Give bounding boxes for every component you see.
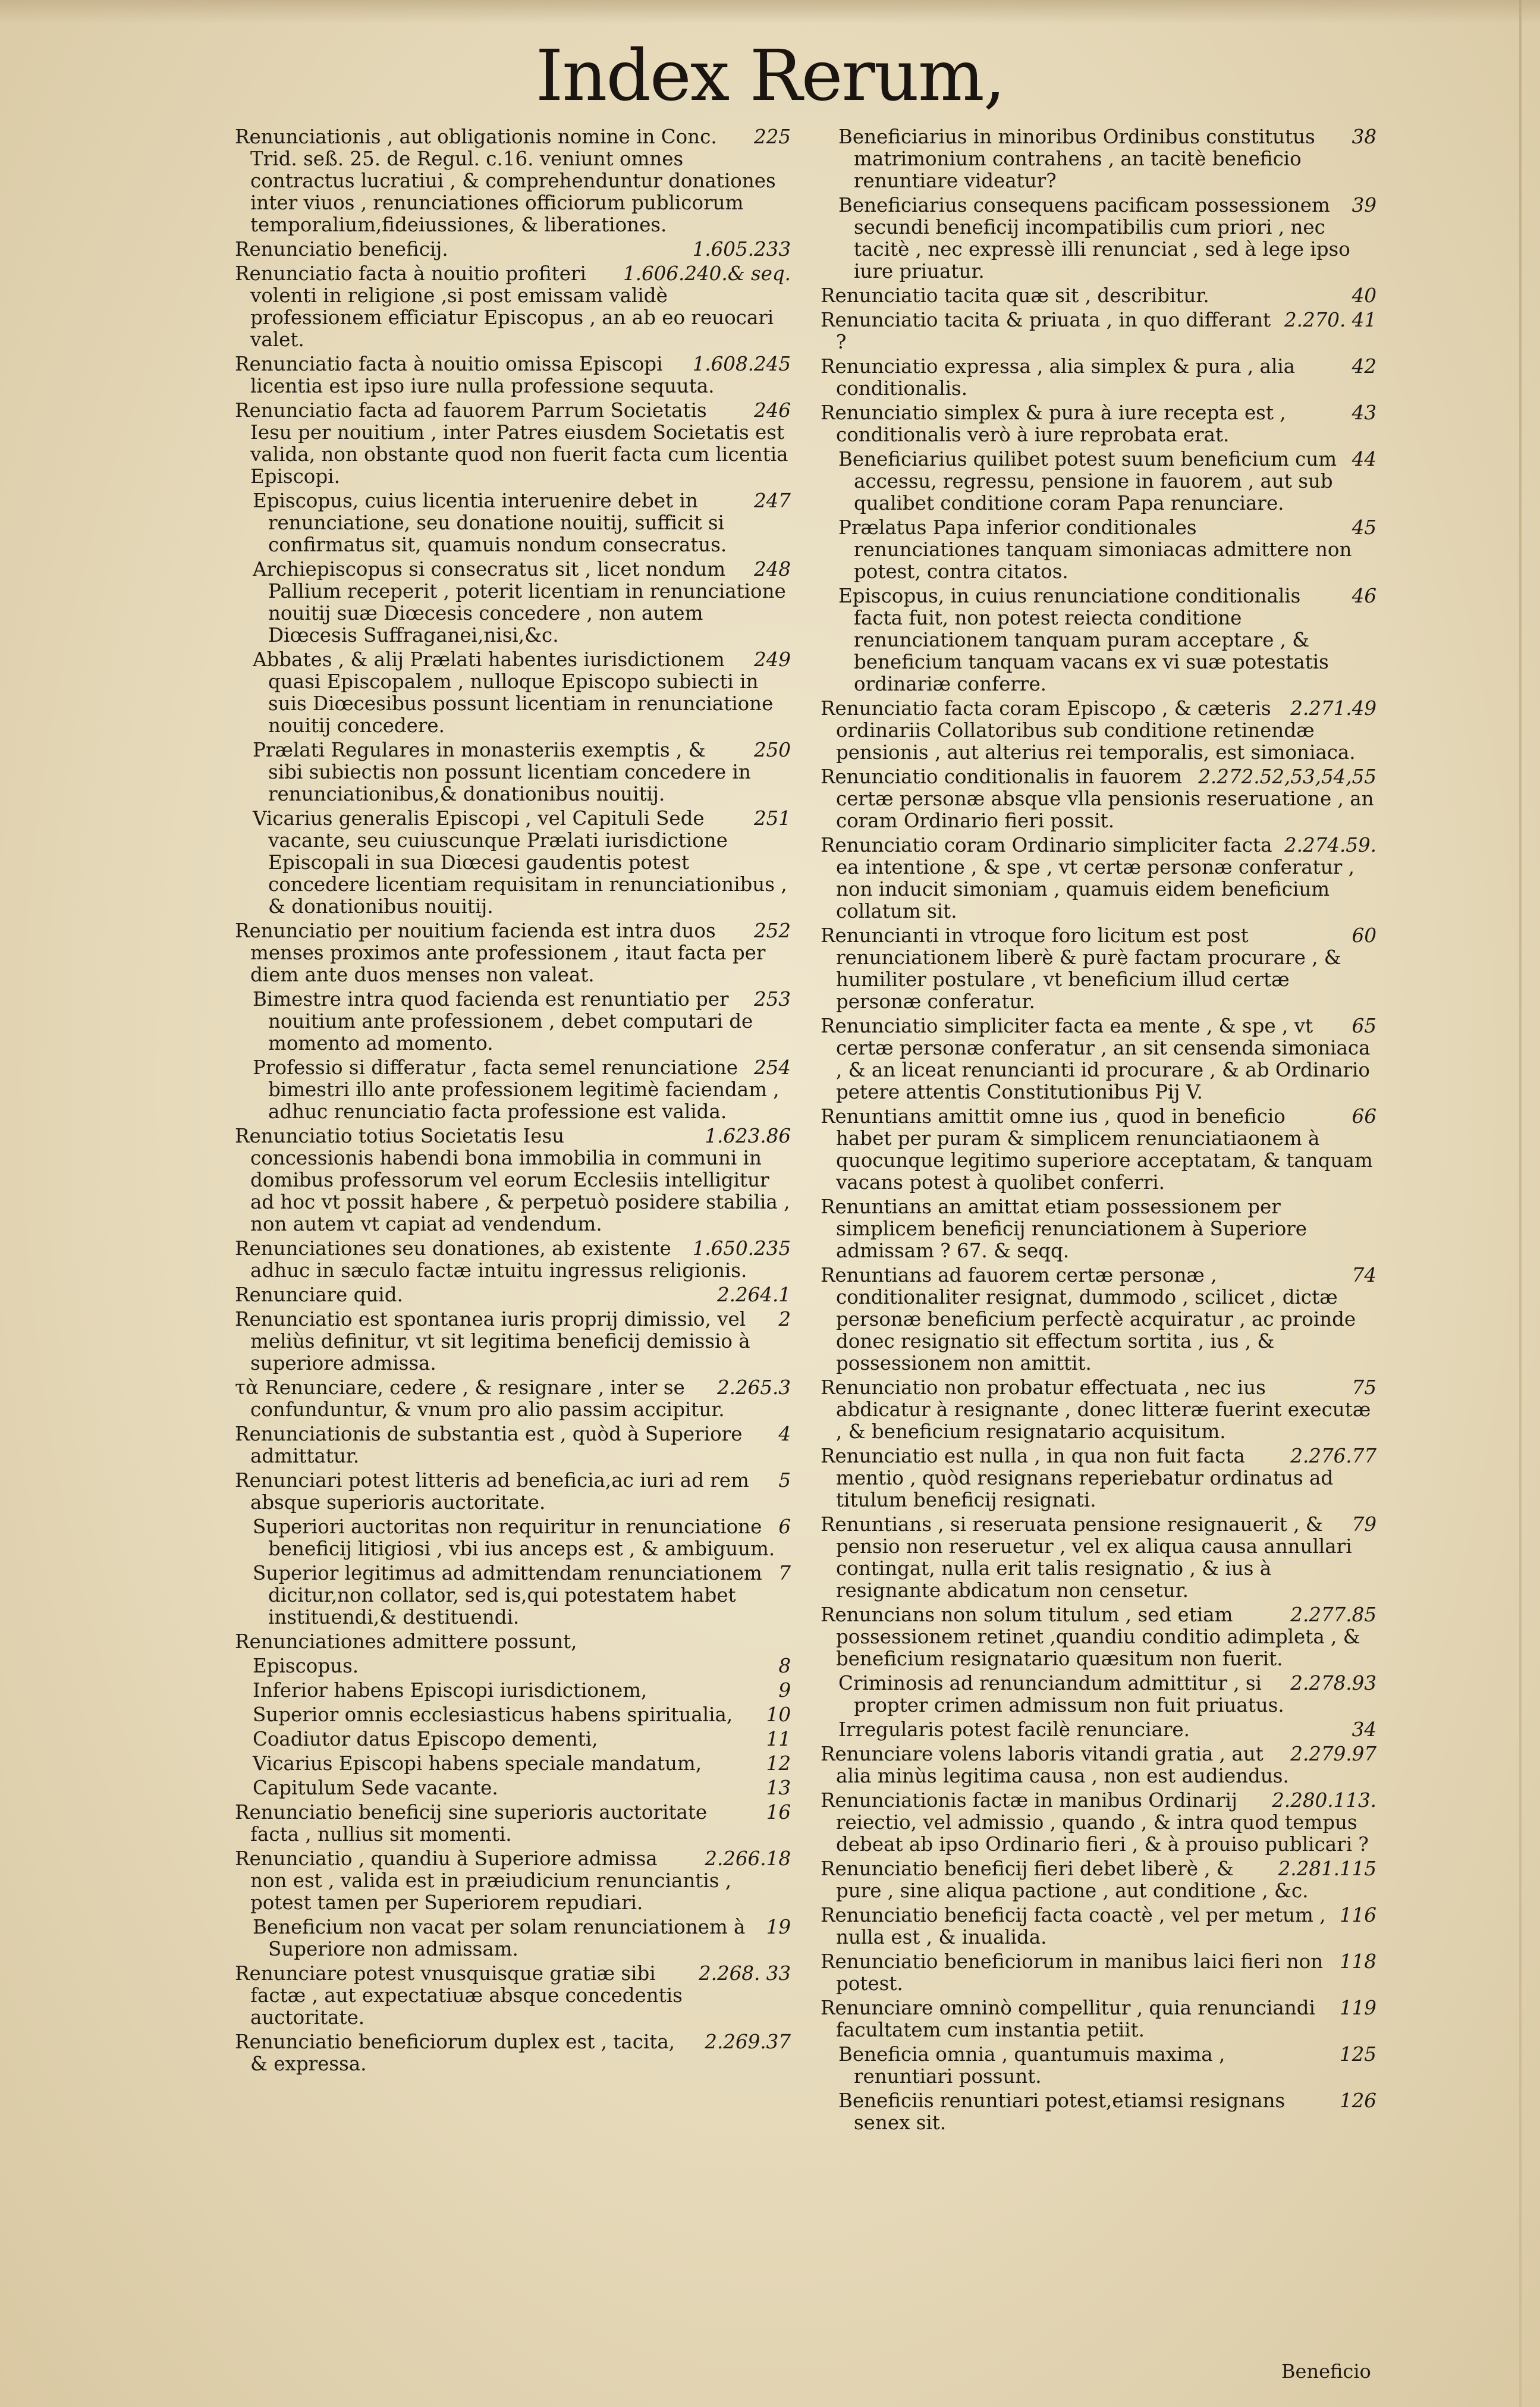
index-entry bbox=[821, 356, 1376, 400]
page-reference: 252 bbox=[753, 920, 791, 942]
index-entry bbox=[235, 1125, 791, 1235]
page-reference: 16 bbox=[766, 1801, 791, 1824]
entry-text: Episcopus, cuius licentia interuenire debet in renunciatione, seu donatione nouitij, sufficit si confirmatus sit, quamuis nondum consecratus. bbox=[253, 489, 727, 556]
page-reference: 2 bbox=[778, 1308, 791, 1330]
index-entry bbox=[821, 1445, 1376, 1511]
page-reference: 19 bbox=[766, 1916, 791, 1938]
index-entry bbox=[235, 126, 791, 236]
index-entry bbox=[821, 1196, 1376, 1262]
index-entry bbox=[235, 1631, 791, 1653]
index-subentry bbox=[253, 988, 791, 1055]
entry-text: Episcopus. bbox=[253, 1655, 359, 1677]
page-reference: 118 bbox=[1339, 1950, 1376, 1973]
entry-text: Renunciare volens laboris vitandi gratia , aut alia minùs legitima causa , non est audiendus. bbox=[821, 1743, 1289, 1787]
index-subentry bbox=[253, 1704, 791, 1726]
index-entry bbox=[821, 698, 1376, 764]
page-reference: 1.605.233 bbox=[692, 238, 791, 261]
entry-text: Renunciatio beneficij sine superioris auctoritate facta , nullius sit momenti. bbox=[235, 1801, 708, 1846]
index-entry bbox=[821, 402, 1376, 446]
page-reference: 1.608.245 bbox=[692, 353, 791, 375]
page-reference: 125 bbox=[1339, 2043, 1376, 2066]
entry-text: Renunciari potest litteris ad beneficia,ac iuri ad rem absque superioris auctoritate. bbox=[235, 1469, 749, 1514]
page-reference: 2.270. 41 bbox=[1284, 309, 1376, 331]
page-reference: 251 bbox=[753, 807, 791, 830]
entry-text: Bimestre intra quod facienda est renuntiatio per nouitium ante professionem , debet computari de momento ad momento. bbox=[253, 988, 753, 1055]
page-reference: 2.271.49 bbox=[1290, 697, 1376, 720]
page-reference: 43 bbox=[1352, 401, 1376, 424]
page-title: Index Rerum, bbox=[535, 34, 1005, 117]
index-subentry bbox=[838, 2044, 1376, 2088]
index-entry bbox=[235, 400, 791, 488]
entry-text: Irregularis potest facilè renunciare. bbox=[838, 1718, 1190, 1741]
index-subentry bbox=[838, 194, 1376, 283]
entry-text: Renunciatio beneficij facta coactè , vel per metum , nulla est , & inualida. bbox=[821, 1904, 1326, 1948]
index-subentry bbox=[253, 649, 791, 737]
index-subentry bbox=[253, 1916, 791, 1960]
page-reference: 42 bbox=[1352, 355, 1376, 378]
page-reference: 249 bbox=[753, 648, 791, 671]
page-reference: 250 bbox=[753, 739, 791, 761]
entry-text: Renunciatio beneficiorum in manibus laici fieri non potest. bbox=[821, 1950, 1324, 1995]
entry-text: Renunciationis , aut obligationis nomine in Conc. Trid. seß. 25. de Regul. c.16. veniunt omnes contractus lucratiui , & comprehenduntur donationes inter viuos , renunciationes officiorum publicorum temporalium,fideiussiones, & liberationes. bbox=[235, 125, 776, 236]
page-reference: 11 bbox=[766, 1728, 791, 1750]
index-entry bbox=[821, 1015, 1376, 1103]
index-entry bbox=[821, 309, 1376, 353]
entry-text: Renunciatio tacita & priuata , in quo differant ? bbox=[821, 309, 1271, 353]
entry-text: Renunciatio est nulla , in qua non fuit facta mentio , quòd resignans reperiebatur ordinatus ad titulum beneficij resignati. bbox=[821, 1445, 1334, 1511]
page-reference: 5 bbox=[778, 1469, 791, 1492]
index-subentry bbox=[838, 2090, 1376, 2134]
index-entry bbox=[821, 285, 1376, 307]
entry-text: Superiori auctoritas non requiritur in renunciatione beneficij litigiosi , vbi ius anceps est , & ambiguum. bbox=[253, 1515, 775, 1560]
index-entry bbox=[821, 766, 1376, 832]
entry-text: Renunciatio facta à nouitio omissa Episcopi licentia est ipso iure nulla professione sequuta. bbox=[235, 353, 715, 397]
index-column-left bbox=[235, 126, 791, 2078]
entry-text: Renunciatio est spontanea iuris proprij dimissio, vel meliùs definitur, vt sit legitima beneficij demissio à superiore admissa. bbox=[235, 1308, 750, 1374]
page-reference: 119 bbox=[1339, 1997, 1376, 2019]
page-binding-edge bbox=[1519, 0, 1522, 2407]
entry-text: Inferior habens Episcopi iurisdictionem, bbox=[253, 1679, 648, 1702]
page-reference: 2.281.115 bbox=[1278, 1857, 1376, 1880]
index-entry bbox=[235, 2031, 791, 2075]
entry-text: Renunciatio beneficij. bbox=[235, 238, 448, 261]
entry-text: τὰ Renunciare, cedere , & resignare , inter se confunduntur, & vnum pro alio passim accipitur. bbox=[235, 1376, 725, 1421]
entry-text: Superior legitimus ad admittendam renunciationem dicitur,non collator, sed is,qui potestatem habet instituendi,& destituendi. bbox=[253, 1562, 762, 1628]
page-reference: 39 bbox=[1352, 194, 1376, 216]
page-reference: 2.264.1 bbox=[716, 1283, 791, 1306]
page-reference: 116 bbox=[1339, 1904, 1376, 1926]
page-reference: 1.650.235 bbox=[692, 1237, 791, 1260]
entry-text: Capitulum Sede vacante. bbox=[253, 1777, 498, 1799]
index-subentry bbox=[253, 1516, 791, 1560]
index-subentry bbox=[253, 558, 791, 647]
entry-text: Renunciatio facta ad fauorem Parrum Societatis Iesu per nouitium , inter Patres eiusdem Societatis est valida, non obstante quod non fuerit facta cum licentia Episcopi. bbox=[235, 399, 788, 488]
entry-text: Renunciatio per nouitium facienda est intra duos menses proximos ante professionem , itaut facta per diem ante duos menses non valeat. bbox=[235, 920, 766, 986]
entry-text: Vicarius generalis Episcopi , vel Capituli Sede vacante, seu cuiuscunque Prælati iurisdictione Episcopali in sua Diœcesi gaudentis potest concedere licentiam requisitam in renunciationibus , & donationibus nouitij. bbox=[253, 807, 787, 918]
page-reference: 66 bbox=[1352, 1105, 1376, 1128]
entry-text: Criminosis ad renunciandum admittitur , si propter crimen admissum non fuit priuatus. bbox=[838, 1672, 1284, 1716]
entry-text: Renunciatio expressa , alia simplex & pura , alia conditionalis. bbox=[821, 355, 1295, 400]
page-reference: 1.623.86 bbox=[705, 1125, 791, 1147]
index-subentry bbox=[838, 448, 1376, 514]
index-entry bbox=[235, 1284, 791, 1306]
page-reference: 44 bbox=[1352, 448, 1376, 470]
index-subentry bbox=[253, 1753, 791, 1775]
entry-text: Renunciatio facta coram Episcopo , & cæteris ordinariis Collatoribus sub conditione retinendæ pensionis , aut alterius rei temporalis, est simoniaca. bbox=[821, 697, 1356, 764]
page-reference: 38 bbox=[1352, 125, 1376, 148]
page-reference: 12 bbox=[766, 1752, 791, 1775]
entry-text: Renunciare quid. bbox=[235, 1283, 403, 1306]
page-reference: 253 bbox=[753, 988, 791, 1010]
page-reference: 8 bbox=[778, 1655, 791, 1677]
page-reference: 13 bbox=[766, 1777, 791, 1799]
index-entry bbox=[235, 1848, 791, 1914]
page-reference: 10 bbox=[766, 1703, 791, 1726]
index-entry bbox=[821, 1377, 1376, 1443]
page-reference: 79 bbox=[1352, 1513, 1376, 1536]
entry-text: Prælatus Papa inferior conditionales renunciationes tanquam simoniacas admittere non potest, contra citatos. bbox=[838, 516, 1352, 583]
index-subentry bbox=[253, 1728, 791, 1750]
entry-text: Renunciationis factæ in manibus Ordinarij reiectio, vel admissio , quando , & intra quod tempus debeat ab ipso Ordinario fieri , & à prouiso publicari ? bbox=[821, 1789, 1369, 1856]
index-subentry bbox=[838, 1719, 1376, 1741]
entry-text: Beneficiarius consequens pacificam possessionem secundi beneficij incompatibilis cum priori , nec tacitè , nec expressè illi renunciat , sed à lege ipso iure priuatur. bbox=[838, 194, 1350, 283]
index-column-right bbox=[821, 126, 1376, 2136]
page-reference: 46 bbox=[1352, 585, 1376, 607]
entry-text: Renuntians , si reseruata pensione resignauerit , & pensio non reseruetur , vel ex aliqua causa annullari contingat, nulla erit talis resignatio , & ius à resignante abdicatum non censetur. bbox=[821, 1513, 1352, 1602]
index-subentry bbox=[253, 1680, 791, 1702]
page-reference: 2.278.93 bbox=[1290, 1672, 1376, 1694]
entry-text: Renunciatio tacita quæ sit , describitur. bbox=[821, 284, 1209, 307]
entry-text: Renuncians non solum titulum , sed etiam possessionem retinet ,quandiu conditio adimpleta , & beneficium resignatario quæsitum non fuerit. bbox=[821, 1603, 1360, 1670]
entry-text: Renunciatio facta à nouitio profiteri volenti in religione ,si post emissam validè professionem efficiatur Episcopus , an ab eo reuocari valet. bbox=[235, 262, 774, 351]
page-reference: 75 bbox=[1352, 1376, 1376, 1399]
index-entry bbox=[235, 1802, 791, 1846]
index-entry bbox=[235, 1470, 791, 1514]
index-entry bbox=[821, 1514, 1376, 1602]
index-entry bbox=[821, 1858, 1376, 1902]
entry-text: Renunciationis de substantia est , quòd à Superiore admittatur. bbox=[235, 1423, 743, 1467]
page-reference: 34 bbox=[1352, 1718, 1376, 1741]
entry-text: Renuncianti in vtroque foro licitum est post renunciationem liberè & purè factam procurare , & humiliter postulare , vt beneficium illud certæ personæ conferatur. bbox=[821, 924, 1341, 1013]
page-reference: 6 bbox=[778, 1515, 791, 1538]
page-reference: 40 bbox=[1352, 284, 1376, 307]
index-subentry bbox=[253, 1655, 791, 1677]
index-entry bbox=[235, 353, 791, 397]
entry-text: Renunciare potest vnusquisque gratiæ sibi factæ , aut expectatiuæ absque concedentis auctoritate. bbox=[235, 1962, 683, 2029]
page-reference: 2.268. 33 bbox=[698, 1962, 791, 1985]
entry-text: Vicarius Episcopi habens speciale mandatum, bbox=[253, 1752, 702, 1775]
entry-text: Renunciatio , quandiu à Superiore admissa non est , valida est in præiudicium renunciantis , potest tamen per Superiorem repudiari. bbox=[235, 1847, 732, 1914]
entry-text: Renuntians amittit omne ius , quod in beneficio habet per puram & simplicem renunciatiaonem à quocunque legitimo superiore acceptatam, & tanquam vacans potest à quolibet conferri. bbox=[821, 1105, 1373, 1194]
entry-text: Renunciatio simplex & pura à iure recepta est , conditionalis verò à iure reprobata erat. bbox=[821, 401, 1286, 446]
page-reference: 2.276.77 bbox=[1290, 1445, 1376, 1467]
entry-text: Renunciationes admittere possunt, bbox=[235, 1630, 577, 1653]
entry-text: Renunciatio simpliciter facta ea mente , & spe , vt certæ personæ conferatur , an sit censenda simoniaca , & an liceat renuncianti id procurare , & ab Ordinario petere attentis Constitutionibus Pij V. bbox=[821, 1015, 1371, 1103]
index-subentry bbox=[838, 585, 1376, 695]
index-entry bbox=[821, 1997, 1376, 2041]
entry-text: Renunciatio non probatur effectuata , nec ius abdicatur à resignante , donec litteræ fuerint executæ , & beneficium resignatario acquisitum. bbox=[821, 1376, 1371, 1443]
index-subentry bbox=[253, 739, 791, 805]
index-entry bbox=[821, 1743, 1376, 1787]
index-entry bbox=[821, 1790, 1376, 1856]
index-entry bbox=[235, 238, 791, 261]
index-entry bbox=[235, 1238, 791, 1282]
page-reference: 2.269.37 bbox=[705, 2031, 791, 2053]
page-reference: 9 bbox=[778, 1679, 791, 1702]
page-reference: 248 bbox=[753, 558, 791, 580]
page-reference: 2.274.59. bbox=[1284, 834, 1376, 856]
index-entry bbox=[235, 263, 791, 351]
page-reference: 60 bbox=[1352, 924, 1376, 947]
page-reference: 74 bbox=[1352, 1264, 1376, 1286]
entry-text: Renuntians an amittat etiam possessionem per simplicem beneficij renunciationem à Superiore admissam ? 67. & seqq. bbox=[821, 1195, 1308, 1262]
index-entry bbox=[821, 1264, 1376, 1374]
entry-text: Professio si differatur , facta semel renunciatione bimestri illo ante professionem legitimè faciendam , adhuc renunciatio facta professione est valida. bbox=[253, 1056, 780, 1123]
index-entry bbox=[235, 920, 791, 986]
entry-text: Beneficium non vacat per solam renunciationem à Superiore non admissam. bbox=[253, 1916, 746, 1960]
entry-text: Renunciationes seu donationes, ab existente adhuc in sæculo factæ intuitu ingressus religionis. bbox=[235, 1237, 747, 1282]
page-reference: 254 bbox=[753, 1056, 791, 1079]
page-reference: 2.272.52,53,54,55 bbox=[1198, 765, 1376, 788]
entry-text: Renuntians ad fauorem certæ personæ , conditionaliter resignat, dummodo , scilicet , dictæ personæ beneficium perfectè acquiratur , ac proinde donec resignatio sit effectum sortita , ius , & possessionem non amittit. bbox=[821, 1264, 1356, 1374]
index-entry bbox=[821, 834, 1376, 922]
page-reference: 247 bbox=[753, 489, 791, 512]
index-entry bbox=[821, 1604, 1376, 1670]
entry-text: Beneficia omnia , quantumuis maxima , renuntiari possunt. bbox=[838, 2043, 1225, 2088]
entry-text: Superior omnis ecclesiasticus habens spiritualia, bbox=[253, 1703, 733, 1726]
index-subentry bbox=[253, 808, 791, 918]
page-reference: 7 bbox=[778, 1562, 791, 1584]
index-entry bbox=[821, 1904, 1376, 1948]
page-reference: 2.265.3 bbox=[716, 1376, 791, 1399]
entry-text: Prælati Regulares in monasteriis exemptis , & sibi subiectis non possunt licentiam concedere in renunciationibus,& donationibus nouitij. bbox=[253, 739, 751, 805]
index-entry bbox=[235, 1963, 791, 2029]
index-entry bbox=[821, 1951, 1376, 1995]
index-subentry bbox=[253, 1057, 791, 1123]
index-entry bbox=[235, 1377, 791, 1421]
index-subentry bbox=[838, 1672, 1376, 1716]
index-subentry bbox=[253, 1777, 791, 1799]
page-reference: 2.279.97 bbox=[1290, 1743, 1376, 1765]
page-edge-stain bbox=[0, 0, 1540, 24]
entry-text: Episcopus, in cuius renunciatione conditionalis facta fuit, non potest reiecta conditione renunciationem tanquam puram acceptare , & beneficium tanquam vacans ex vi suæ potestatis ordinariæ conferre. bbox=[838, 585, 1329, 695]
index-entry bbox=[235, 1423, 791, 1467]
index-subentry bbox=[838, 126, 1376, 192]
page-reference: 126 bbox=[1339, 2089, 1376, 2112]
page-reference: 225 bbox=[753, 125, 791, 148]
entry-text: Renunciatio coram Ordinario simpliciter facta ea intentione , & spe , vt certæ personæ conferatur , non inducit simoniam , quamuis eidem beneficium collatum sit. bbox=[821, 834, 1354, 922]
page-reference: 246 bbox=[753, 399, 791, 422]
index-subentry bbox=[838, 517, 1376, 583]
entry-text: Renunciatio totius Societatis Iesu concessionis habendi bona immobilia in communi in domibus professorum vel eorum Ecclesiis intelligitur ad hoc vt possit habere , & perpetuò posidere stabilia , non autem vt capiat ad vendendum. bbox=[235, 1125, 790, 1235]
page-reference: 4 bbox=[778, 1423, 791, 1445]
page-reference: 65 bbox=[1352, 1015, 1376, 1037]
entry-text: Renunciatio beneficij fieri debet liberè , & pure , sine aliqua pactione , aut conditione , &c. bbox=[821, 1857, 1309, 1902]
entry-text: Archiepiscopus si consecratus sit , licet nondum Pallium receperit , poterit licentiam in renunciatione nouitij suæ Diœcesis concedere , non autem Diœcesis Suffraganei,nisi,&c. bbox=[253, 558, 786, 647]
catchword: Beneficio bbox=[1281, 2360, 1371, 2383]
entry-text: Abbates , & alij Prælati habentes iurisdictionem quasi Episcopalem , nulloque Episcopo subiecti in suis Diœcesibus possunt licentiam in renunciatione nouitij concedere. bbox=[253, 648, 774, 737]
index-subentry bbox=[253, 1562, 791, 1628]
index-subentry bbox=[253, 490, 791, 556]
page-reference: 1.606.240.& seq. bbox=[623, 262, 791, 285]
page-reference: 2.277.85 bbox=[1290, 1603, 1376, 1626]
page-reference: 2.280.113. bbox=[1272, 1789, 1376, 1812]
entry-text: Beneficiarius in minoribus Ordinibus constitutus matrimonium contrahens , an tacitè beneficio renuntiare videatur? bbox=[838, 125, 1315, 192]
entry-text: Renunciatio conditionalis in fauorem certæ personæ absque vlla pensionis reseruatione , an coram Ordinario fieri possit. bbox=[821, 765, 1374, 832]
page-reference: 45 bbox=[1352, 516, 1376, 539]
entry-text: Beneficiis renuntiari potest,etiamsi resignans senex sit. bbox=[838, 2089, 1286, 2134]
index-entry bbox=[821, 1106, 1376, 1194]
entry-text: Renunciatio beneficiorum duplex est , tacita, & expressa. bbox=[235, 2031, 675, 2075]
index-entry bbox=[821, 925, 1376, 1013]
entry-text: Beneficiarius quilibet potest suum beneficium cum accessu, regressu, pensione in fauorem , aut sub qualibet conditione coram Papa renunciare. bbox=[838, 448, 1337, 514]
entry-text: Renunciare omninò compellitur , quia renunciandi facultatem cum instantia petiit. bbox=[821, 1997, 1315, 2041]
entry-text: Coadiutor datus Episcopo dementi, bbox=[253, 1728, 598, 1750]
page-reference: 2.266.18 bbox=[705, 1847, 791, 1870]
index-entry bbox=[235, 1308, 791, 1374]
